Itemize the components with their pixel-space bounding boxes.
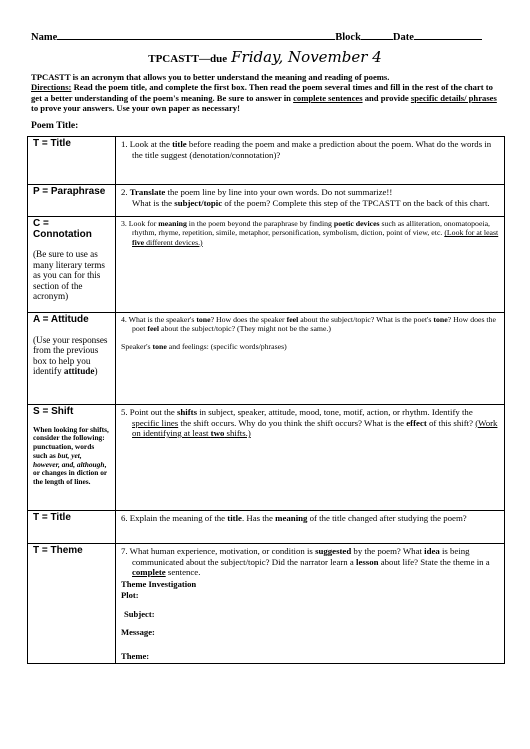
name-blank[interactable] bbox=[57, 30, 335, 40]
due-date: Friday, November 4 bbox=[231, 48, 382, 66]
name-label: Name bbox=[31, 32, 58, 43]
intro-text bbox=[31, 72, 501, 113]
row-answer-cell[interactable] bbox=[116, 544, 505, 664]
message-label: Message: bbox=[121, 627, 155, 637]
row-title-2 bbox=[28, 511, 505, 544]
prompt-4: 4. What is the speaker's tone? How does the speaker feel about the subject/topic? What is the poet's tone? How does the poet feel about the subject/topic? (They might not be the same.) bbox=[121, 315, 496, 334]
block-blank[interactable] bbox=[361, 30, 393, 40]
row-theme bbox=[28, 544, 505, 664]
row-shift bbox=[28, 405, 505, 511]
row-answer-cell[interactable] bbox=[116, 405, 505, 511]
row-connotation bbox=[28, 217, 505, 313]
row-paraphrase bbox=[28, 185, 505, 217]
intro-line1: TPCASTT is an acronym that allows you to better understand the meaning and reading of poems. bbox=[31, 72, 390, 82]
directions: Directions: Read the poem title, and complete the first box. Then read the poem several times and fill in the rest of the chart to get a better understanding of the poem's meaning. Be sure to answer in complete sentences and provide specific details/ phrases to prove your answers. Use your own paper as necessary! bbox=[31, 82, 497, 113]
directions-label: Directions: bbox=[31, 82, 72, 93]
plot-label: Plot: bbox=[121, 590, 139, 600]
row-answer-cell[interactable] bbox=[116, 217, 505, 313]
poem-title-label: Poem Title: bbox=[31, 120, 79, 131]
row-label-cell: S = Shift When looking for shifts, consider the following: punctuation, words such as but, yet, however, and, although, or changes in diction or the length of lines. bbox=[28, 405, 116, 511]
tpcastt-chart bbox=[27, 136, 505, 664]
row-label-cell: P = Paraphrase bbox=[28, 185, 116, 217]
row-label-cell: A = Attitude (Use your responses from the previous box to help you identify attitude) bbox=[28, 313, 116, 405]
prompt-5: 5. Point out the shifts in subject, speaker, attitude, mood, tone, motif, action, or rhythm. Identify the specific lines the shift occurs. Why do you think the shift occurs? What is the effect of this shift? (Work on identifying at least two shifts.) bbox=[121, 407, 498, 438]
row-attitude bbox=[28, 313, 505, 405]
row-answer-cell[interactable] bbox=[116, 185, 505, 217]
row-label-cell: T = Theme bbox=[28, 544, 116, 664]
row-answer-cell[interactable] bbox=[116, 313, 505, 405]
title-prefix: TPCASTT—due bbox=[148, 53, 228, 65]
row-title bbox=[28, 137, 505, 185]
theme-investigation-heading: Theme Investigation bbox=[121, 578, 197, 589]
theme-label: Theme: bbox=[121, 650, 150, 661]
prompt-3: 3. Look for meaning in the poem beyond the paraphrase by finding poetic devices such as alliteration, onomatopoeia, rhythm, rhyme, repetition, simile, metaphor, personification, symbolism, diction, point of view, etc. (Look for at least five different devices.) bbox=[121, 219, 499, 247]
row-answer-cell[interactable] bbox=[116, 511, 505, 544]
name-block-date-line bbox=[31, 30, 501, 43]
prompt-2: 2. Translate the poem line by line into your own words. Do not summarize!! What is the subject/topic of the poem? Complete this step of the TPCASTT on the back of this chart. bbox=[121, 187, 490, 208]
prompt-7: 7. What human experience, motivation, or condition is suggested by the poem? What idea is being communicated about the subject/topic? Did the narrator learn a lesson about life? State the theme in a complete sentence. bbox=[121, 546, 490, 577]
speaker-tone-prompt: Speaker's tone and feelings: (specific words/phrases) bbox=[121, 341, 287, 351]
date-label: Date bbox=[392, 32, 414, 43]
row-label-cell: T = Title bbox=[28, 511, 116, 544]
prompt-1: 1. Look at the title before reading the poem and make a prediction about the poem. What do the words in the title suggest (denotation/connotation)? bbox=[121, 139, 492, 160]
worksheet-title bbox=[0, 48, 530, 67]
block-label: Block bbox=[335, 32, 361, 43]
date-blank[interactable] bbox=[414, 30, 482, 40]
prompt-6: 6. Explain the meaning of the title. Has the meaning of the title changed after studying the poem? bbox=[121, 513, 467, 523]
row-label-cell: T = Title bbox=[28, 137, 116, 185]
row-answer-cell[interactable] bbox=[116, 137, 505, 185]
row-label-cell: C = Connotation (Be sure to use as many literary terms as you can for this section of the acronym) bbox=[28, 217, 116, 313]
subject-label: Subject: bbox=[124, 608, 155, 619]
